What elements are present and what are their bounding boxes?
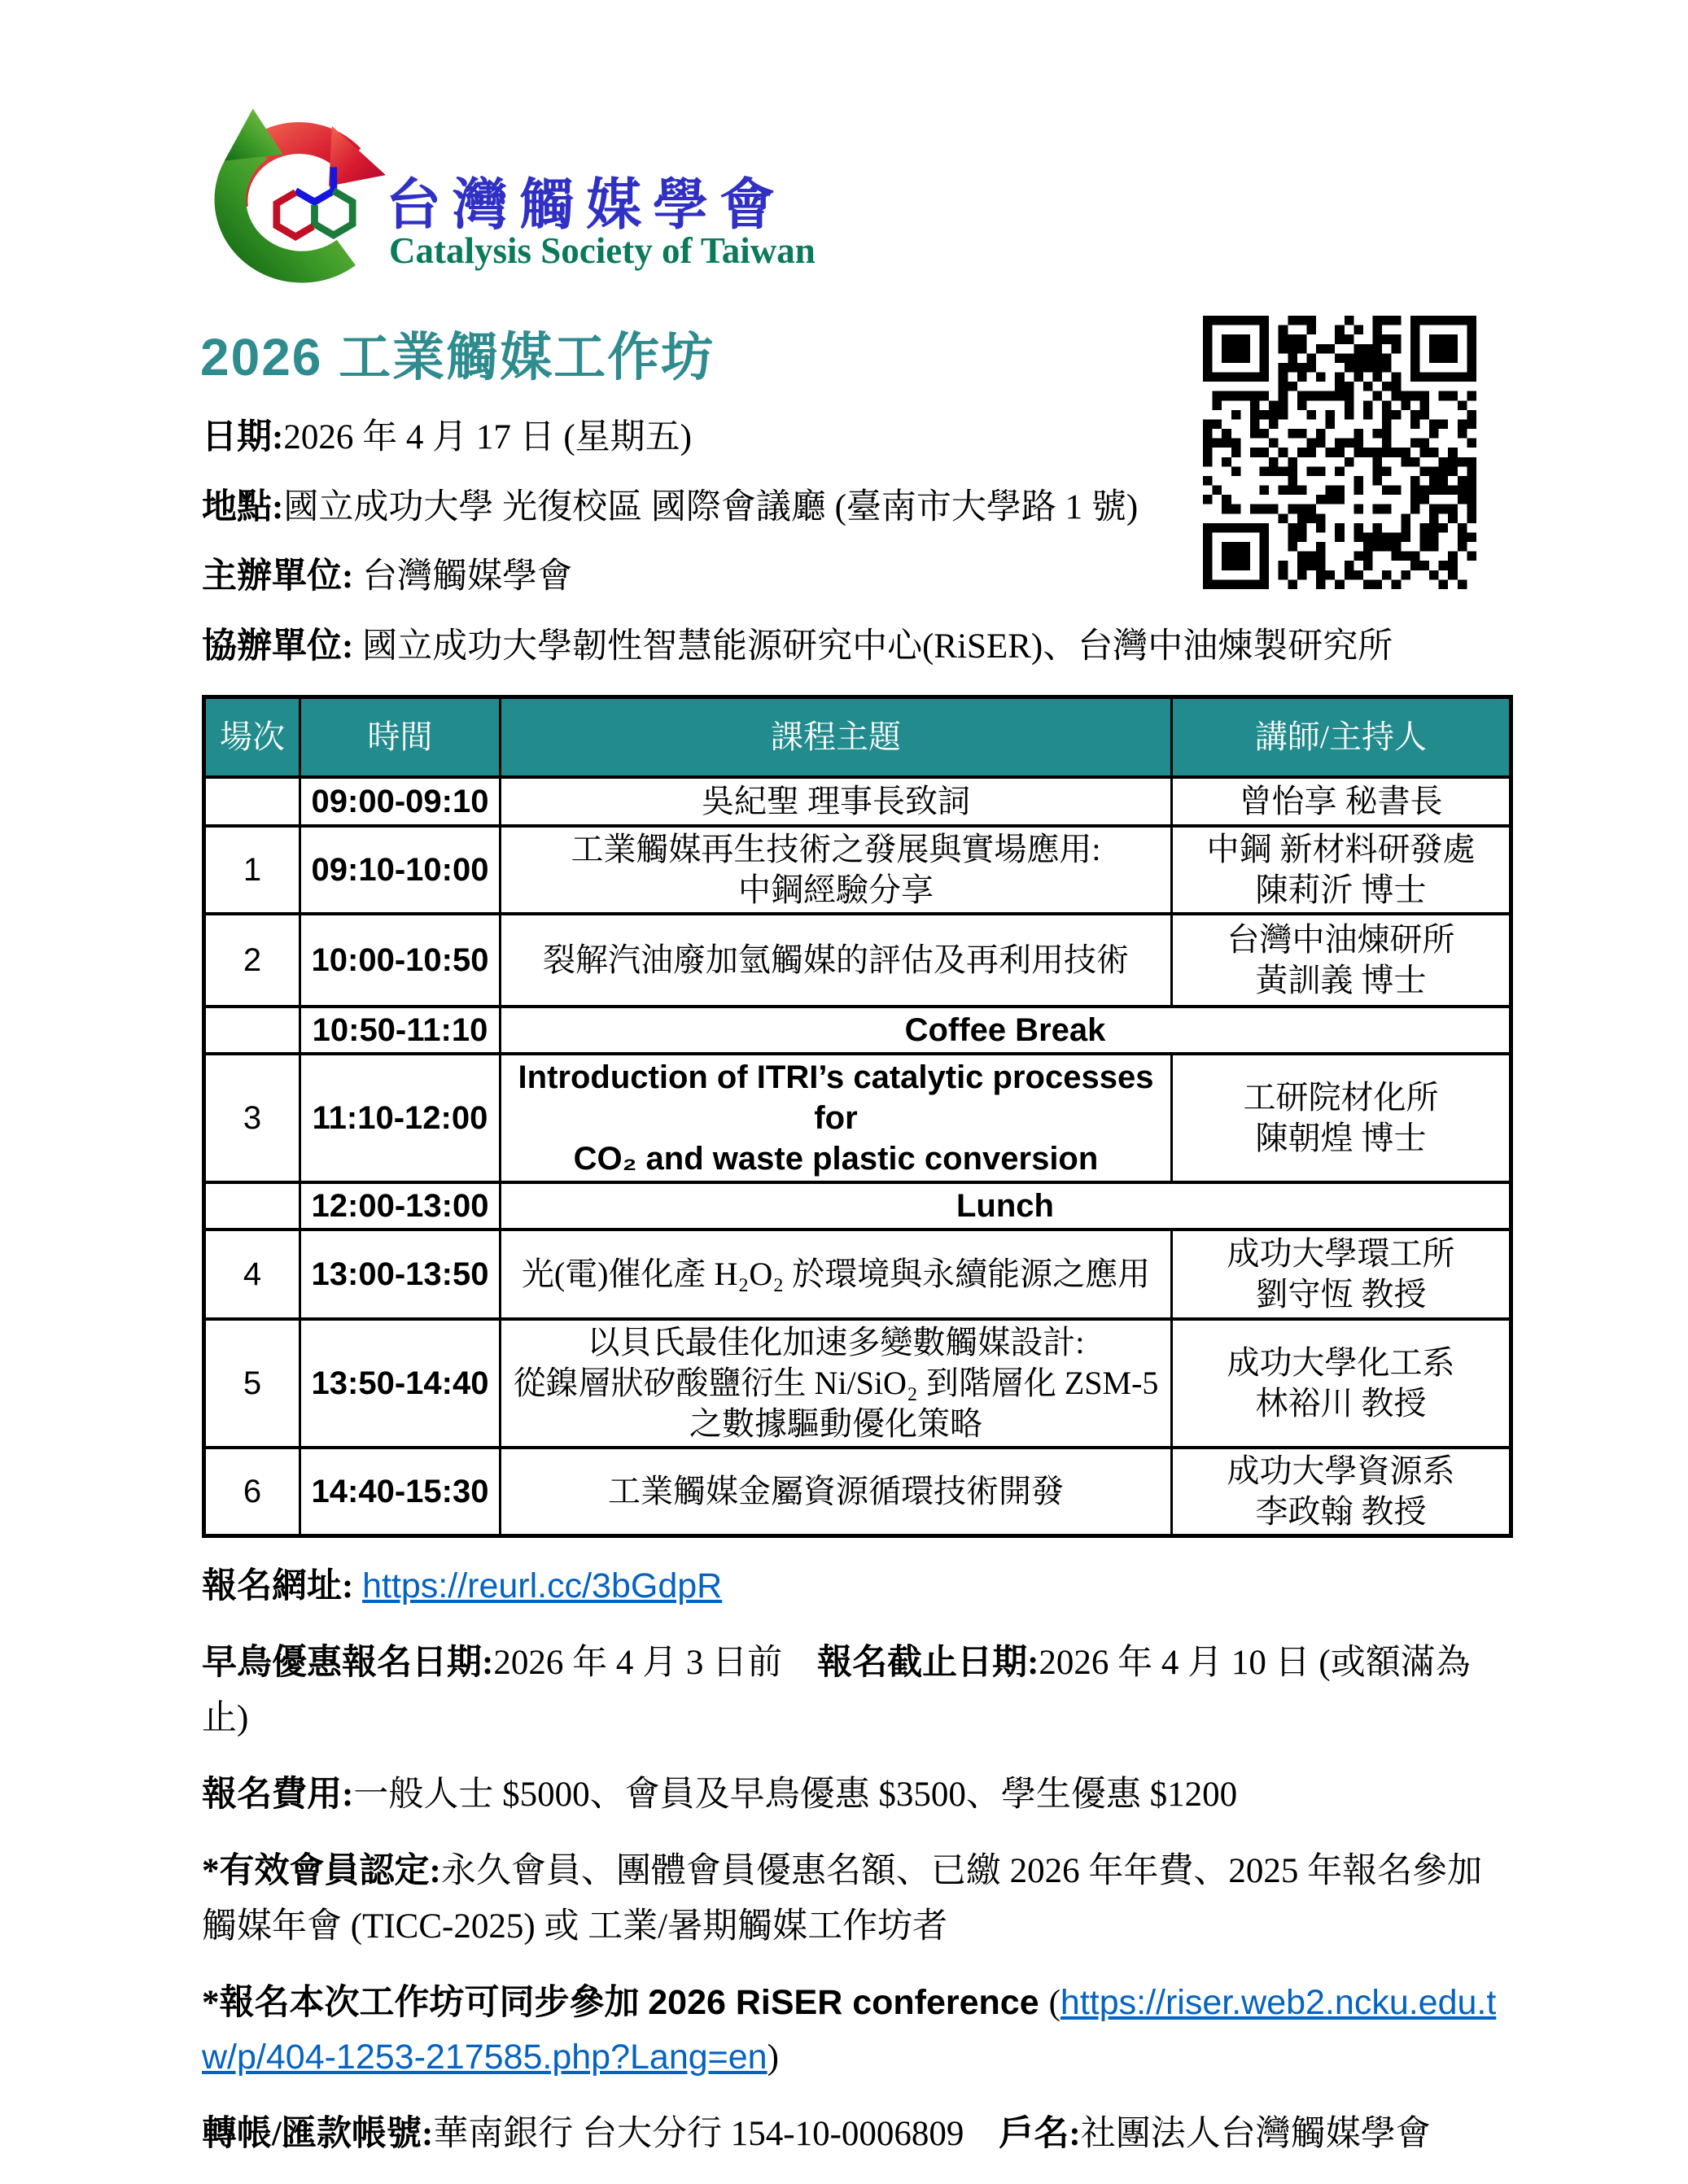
table-row <box>204 1182 1511 1230</box>
session-cell: 2 <box>204 914 300 1007</box>
registration-info <box>202 1559 1509 2162</box>
topic-cell: 工業觸媒金屬資源循環技術開發 <box>501 1448 1172 1536</box>
text-segment: 2026 年 4 月 17 日 (星期五) <box>283 418 692 456</box>
time-cell: 10:00-10:50 <box>300 914 501 1007</box>
table-row <box>204 777 1511 826</box>
membership-note-line <box>202 1844 1509 1955</box>
topic-cell: Coffee Break <box>501 1007 1511 1054</box>
fee-line <box>202 1767 1509 1823</box>
organizer-line <box>202 556 1509 598</box>
logo-chinese-name: 台灣觸媒學會 <box>386 174 787 236</box>
session-cell <box>204 1182 300 1230</box>
registration-url-line <box>202 1559 1509 1614</box>
text-segment: 國立成功大學 光復校區 國際會議廳 (臺南市大學路 1 號) <box>283 487 1139 526</box>
session-cell: 1 <box>204 826 300 914</box>
table-row <box>204 826 1511 914</box>
text-segment: 報名費用: <box>202 1775 354 1814</box>
page-title: 2026 工業觸媒工作坊 <box>200 328 715 387</box>
column-header: 講師/主持人 <box>1172 697 1511 777</box>
schedule-table <box>202 695 1513 1538</box>
session-cell: 5 <box>204 1319 300 1448</box>
speaker-cell: 成功大學環工所 劉守恆 教授 <box>1172 1230 1511 1319</box>
time-cell: 13:00-13:50 <box>300 1230 501 1319</box>
text-segment: ( <box>1048 1983 1060 2022</box>
topic-cell: 光(電)催化產 H₂O₂ 於環境與永續能源之應用 <box>501 1230 1172 1319</box>
text-segment: 協辦單位: <box>202 627 363 666</box>
text-segment: 台灣觸媒學會 <box>362 557 573 596</box>
table-header-row <box>204 697 1511 777</box>
speaker-cell: 台灣中油煉研所 黃訓義 博士 <box>1172 914 1511 1007</box>
time-cell: 11:10-12:00 <box>300 1054 501 1182</box>
text-segment: 主辦單位: <box>202 557 363 596</box>
text-segment: 華南銀行 台大分行 154-10-0006809 <box>433 2115 999 2154</box>
text-segment: ) <box>767 2038 779 2077</box>
table-row <box>204 1054 1511 1182</box>
registration-link[interactable]: https://reurl.cc/3bGdpR <box>362 1566 723 1605</box>
table-row <box>204 1230 1511 1319</box>
text-segment: 國立成功大學韌性智慧能源研究中心(RiSER)、台灣中油煉製研究所 <box>362 627 1393 666</box>
time-cell: 12:00-13:00 <box>300 1182 501 1230</box>
text-segment: 2026 年 4 月 3 日前 <box>493 1643 818 1682</box>
speaker-cell: 中鋼 新材料研發處 陳莉沂 博士 <box>1172 826 1511 914</box>
table-row <box>204 1319 1511 1448</box>
text-segment: 轉帳/匯款帳號: <box>202 2115 434 2154</box>
recycle-arrows-molecule-icon <box>212 96 389 290</box>
speaker-cell: 成功大學化工系 林裕川 教授 <box>1172 1319 1511 1448</box>
time-cell: 13:50-14:40 <box>300 1319 501 1448</box>
topic-cell: 吳紀聖 理事長致詞 <box>501 777 1172 826</box>
session-cell <box>204 1007 300 1054</box>
time-cell: 14:40-15:30 <box>300 1448 501 1536</box>
topic-cell: 工業觸媒再生技術之發展與實場應用: 中鋼經驗分享 <box>501 826 1172 914</box>
text-segment: 社團法人台灣觸媒學會 <box>1080 2115 1431 2154</box>
session-cell <box>204 777 300 826</box>
text-segment: 一般人士 $5000、會員及早鳥優惠 $3500、學生優惠 $1200 <box>353 1775 1238 1814</box>
text-segment: *報名本次工作坊可同步參加 <box>202 1983 649 2022</box>
cst-logo <box>205 65 824 317</box>
column-header: 時間 <box>300 697 501 777</box>
co-organizer-line <box>202 626 1509 668</box>
location-line <box>202 487 1509 529</box>
table-row <box>204 914 1511 1007</box>
bank-transfer-line <box>202 2107 1509 2162</box>
logo-english-name: Catalysis Society of Taiwan <box>389 230 816 271</box>
deadline-line <box>202 1636 1509 1746</box>
table-row <box>204 1007 1511 1054</box>
speaker-cell: 曾怡享 秘書長 <box>1172 777 1511 826</box>
table-row <box>204 1448 1511 1536</box>
topic-cell: Introduction of ITRI’s catalytic processes for CO₂ and waste plastic conversion <box>501 1054 1172 1182</box>
topic-cell: 以貝氏最佳化加速多變數觸媒設計: 從鎳層狀矽酸鹽衍生 Ni/SiO₂ 到階層化 ZSM-5 之數據驅動優化策略 <box>501 1319 1172 1448</box>
session-cell: 6 <box>204 1448 300 1536</box>
column-header: 課程主題 <box>501 697 1172 777</box>
riser-conference-link[interactable]: https://riser.web2.ncku.edu.tw/p/404-1253-217585.php?Lang=en <box>202 1982 1497 2077</box>
riser-note-line <box>202 1976 1509 2086</box>
text-segment: 早鳥優惠報名日期: <box>202 1643 494 1682</box>
time-cell: 09:00-09:10 <box>300 777 501 826</box>
text-segment: 2026 RiSER conference <box>648 1982 1049 2022</box>
speaker-cell: 工研院材化所 陳朝煌 博士 <box>1172 1054 1511 1182</box>
text-segment: 報名截止日期: <box>817 1643 1039 1682</box>
text-segment: 永久會員、團體會員優惠名額、已繳 2026 年年費、2025 年報名參加觸媒年會 (TICC-2025) 或 工業/暑期觸媒工作坊者 <box>202 1851 1483 1946</box>
text-segment: *有效會員認定: <box>202 1851 441 1890</box>
topic-cell: 裂解汽油廢加氫觸媒的評估及再利用技術 <box>501 914 1172 1007</box>
session-cell: 3 <box>204 1054 300 1182</box>
session-cell: 4 <box>204 1230 300 1319</box>
text-segment: 報名網址: <box>202 1566 363 1605</box>
text-segment: 戶名: <box>999 2115 1081 2154</box>
text-segment: 2026 年 4 月 10 日 (或額滿為止) <box>202 1643 1471 1737</box>
time-cell: 09:10-10:00 <box>300 826 501 914</box>
date-line <box>202 417 1509 459</box>
speaker-cell: 成功大學資源系 李政翰 教授 <box>1172 1448 1511 1536</box>
time-cell: 10:50-11:10 <box>300 1007 501 1054</box>
event-info <box>202 417 1509 667</box>
topic-cell: Lunch <box>501 1182 1511 1230</box>
text-segment: 日期: <box>202 418 284 456</box>
text-segment: 地點: <box>202 487 284 526</box>
column-header: 場次 <box>204 697 300 777</box>
